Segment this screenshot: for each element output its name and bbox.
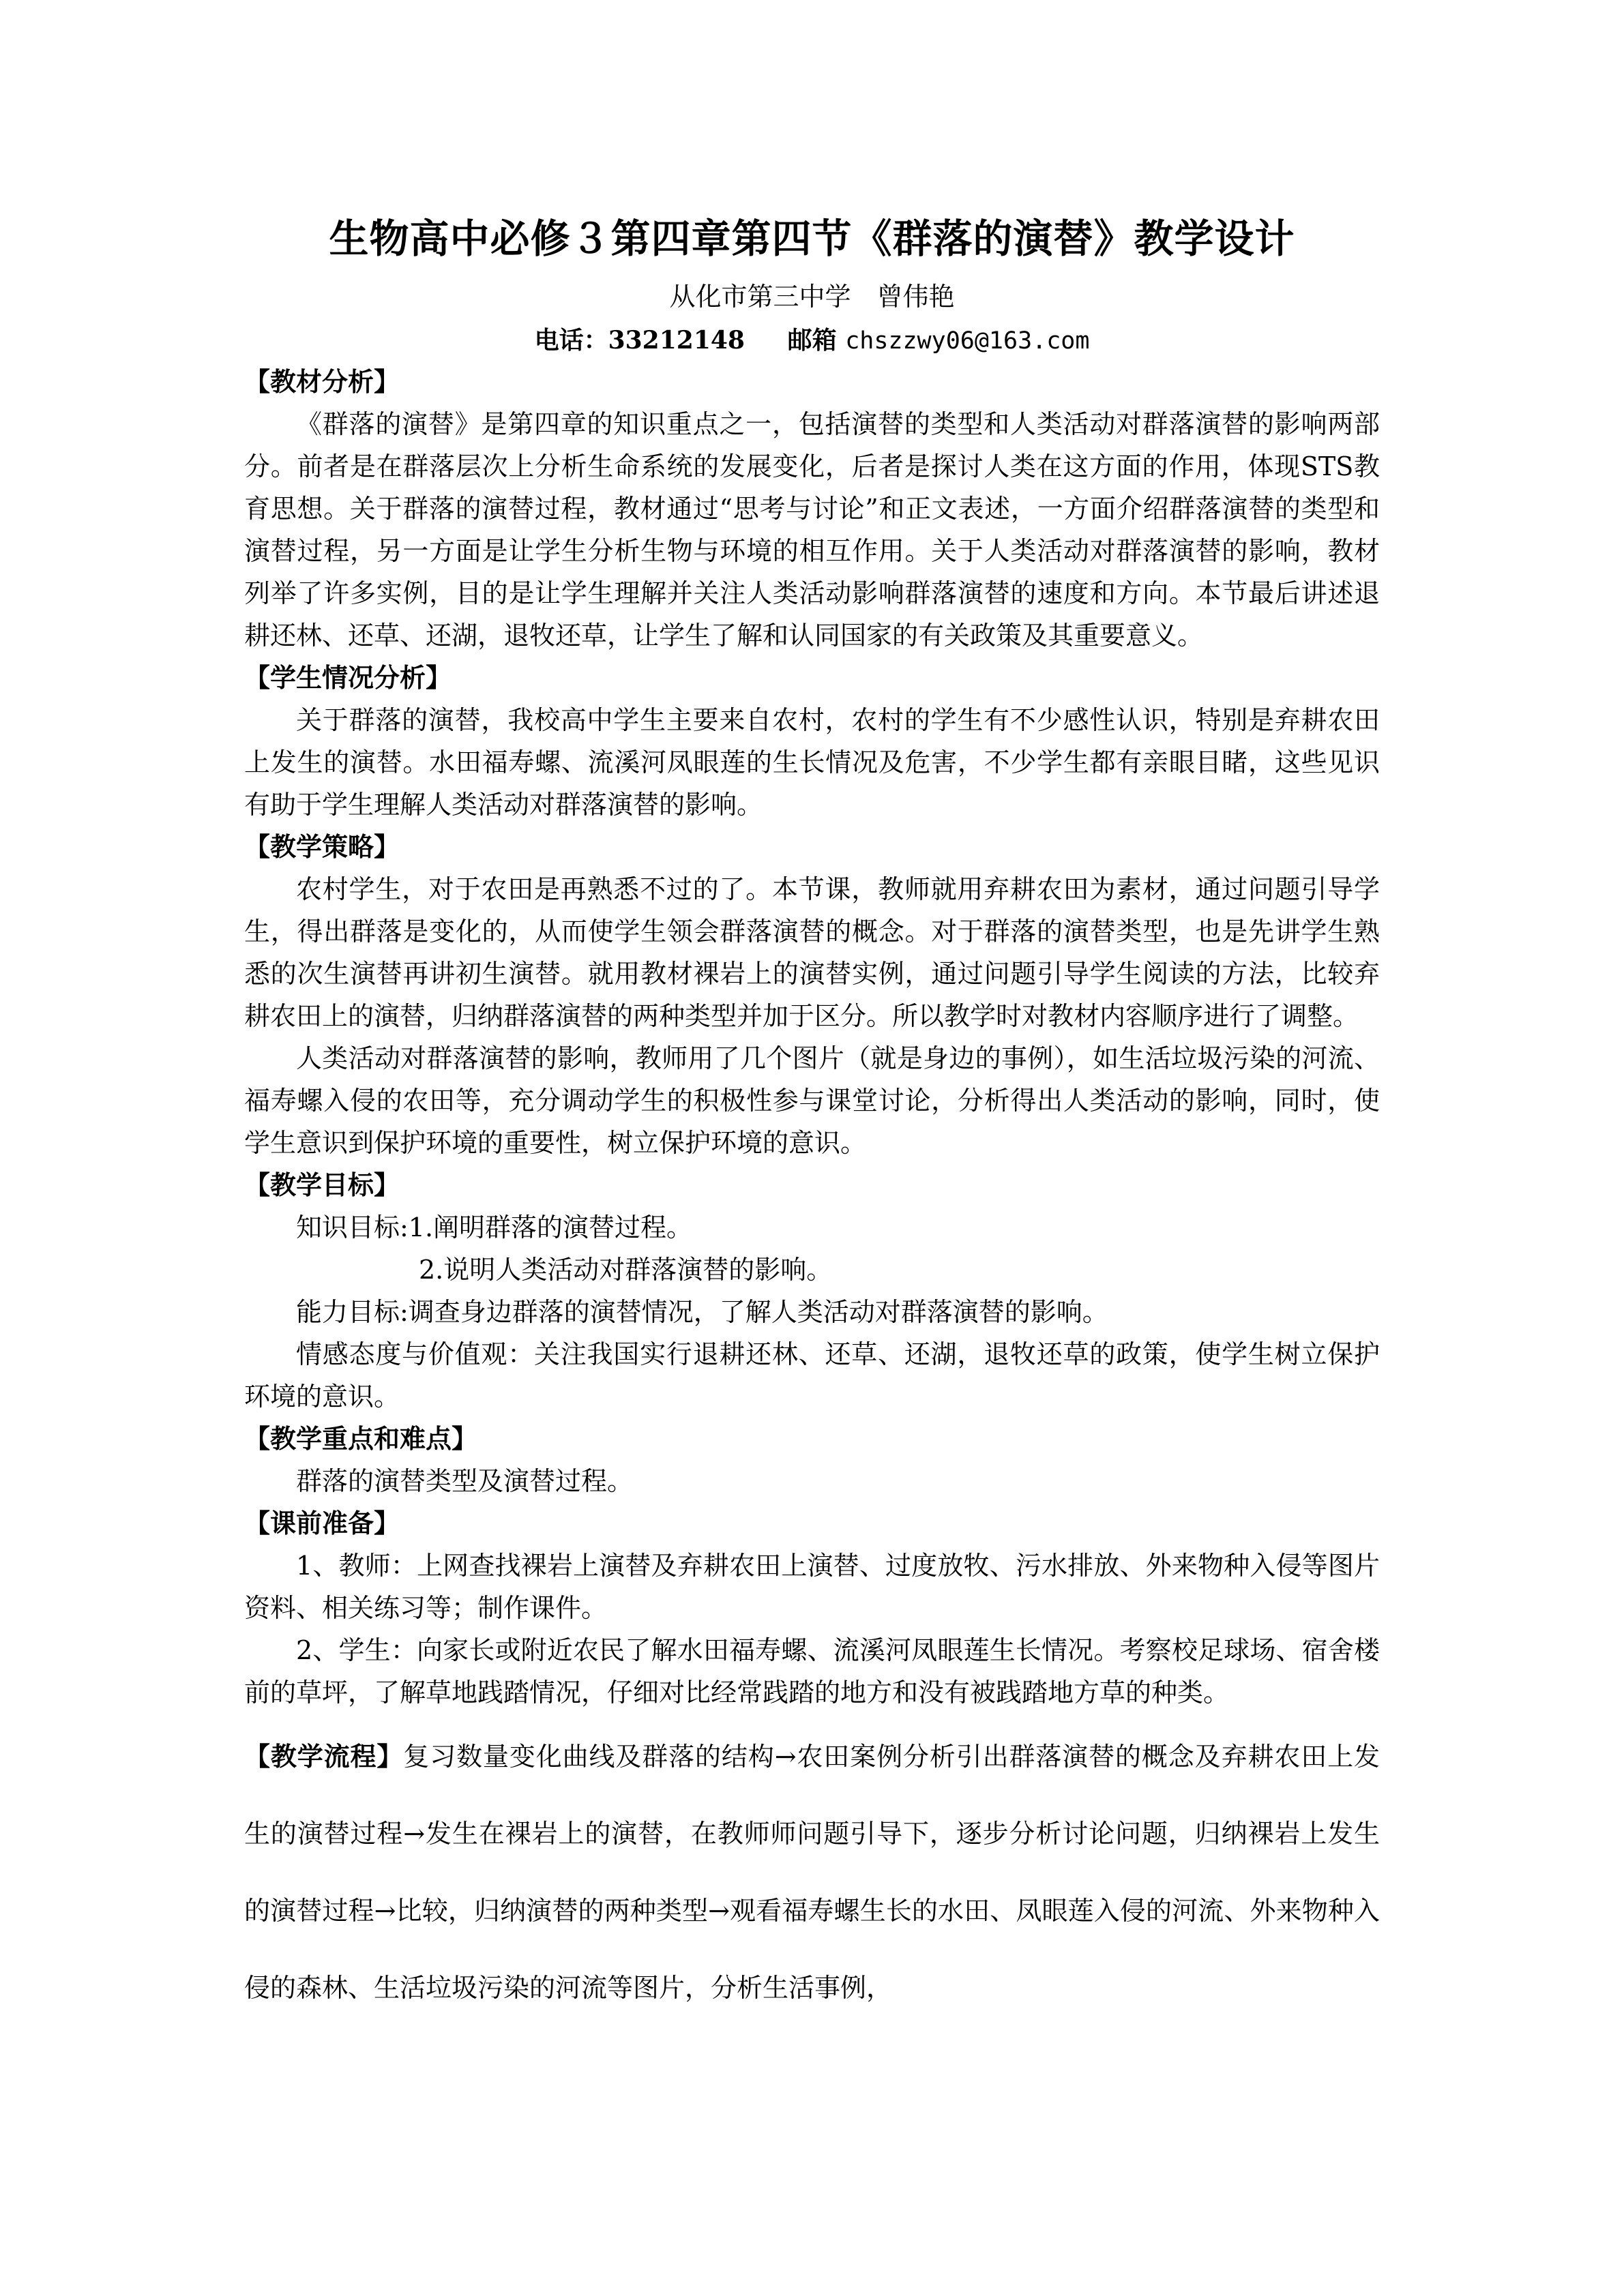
section-heading-prep: 【课前准备】 [244,1508,400,1538]
email-label: 邮箱 [787,326,837,355]
focus-text: 群落的演替类型及演替过程。 [296,1466,634,1496]
section-heading-focus: 【教学重点和难点】 [244,1423,478,1454]
email-address: chszzwy06@163.com [845,327,1090,355]
prep-teacher: 1、教师：上网查找裸岩上演替及弃耕农田上演替、过度放牧、污水排放、外来物种入侵等图片资料、相关练习等；制作课件。 [244,1551,1380,1623]
phone-label: 电话： [534,326,608,355]
goal-emotion: 情感态度与价值观：关注我国实行退耕还林、还草、还湖，退牧还草的政策，使学生树立保护环境的意识。 [244,1339,1380,1412]
goal-ability: 能力目标:调查身边群落的演替情况，了解人类活动对群落演替的影响。 [296,1297,1108,1327]
author-line: 从化市第三中学 曾伟艳 [669,282,955,312]
section-heading-flow: 【教学流程】 [244,1741,404,1772]
section-heading-textbook: 【教材分析】 [244,366,400,397]
goal-knowledge-2: 2.说明人类活动对群落演替的影响。 [419,1255,833,1285]
teaching-flow [244,1718,1380,2027]
document-body [244,205,1380,2027]
goal-knowledge-1: 知识目标:1.阐明群落的演替过程。 [296,1212,693,1242]
section-heading-students: 【学生情况分析】 [244,662,452,693]
phone-number: 33212148 [608,326,745,355]
document-title: 生物高中必修３第四章第四节《群落的演替》教学设计 [329,215,1295,262]
flow-text: 复习数量变化曲线及群落的结构→农田案例分析引出群落演替的概念及弃耕农田上发生的演替过程→发生在裸岩上的演替，在教师师问题引导下，逐步分析讨论问题，归纳裸岩上发生的演替过程→比较，归纳演替的两种类型→观看福寿螺生长的水田、凤眼莲入侵的河流、外来物种入侵的森林、生活垃圾污染的河流等图片，分析生活事例， [244,1742,1380,2003]
contact-line [244,320,1380,361]
textbook-paragraph: 《群落的演替》是第四章的知识重点之一，包括演替的类型和人类活动对群落演替的影响两部分。前者是在群落层次上分析生命系统的发展变化，后者是探讨人类在这方面的作用，体现STS教育思想。关于群落的演替过程，教材通过“思考与讨论”和正文表述，一方面介绍群落演替的类型和演替过程，另一方面是让学生分析生物与环境的相互作用。关于人类活动对群落演替的影响，教材列举了许多实例，目的是让学生理解并关注人类活动影响群落演替的速度和方向。本节最后讲述退耕还林、还草、还湖，退牧还草，让学生了解和认同国家的有关政策及其重要意义。 [244,409,1380,651]
prep-students: 2、学生：向家长或附近农民了解水田福寿螺、流溪河凤眼莲生长情况。考察校足球场、宿舍楼前的草坪，了解草地践踏情况，仔细对比经常践踏的地方和没有被践踏地方草的种类。 [244,1635,1380,1708]
strategy-paragraph-1: 农村学生，对于农田是再熟悉不过的了。本节课，教师就用弃耕农田为素材，通过问题引导学生，得出群落是变化的，从而使学生领会群落演替的概念。对于群落的演替类型，也是先讲学生熟悉的次生演替再讲初生演替。就用教材裸岩上的演替实例，通过问题引导学生阅读的方法，比较弃耕农田上的演替，归纳群落演替的两种类型并加于区分。所以教学时对教材内容顺序进行了调整。 [244,874,1380,1031]
students-paragraph: 关于群落的演替，我校高中学生主要来自农村，农村的学生有不少感性认识，特别是弃耕农田上发生的演替。水田福寿螺、流溪河凤眼莲的生长情况及危害，不少学生都有亲眼目睹，这些见识有助于学生理解人类活动对群落演替的影响。 [244,705,1380,820]
section-heading-goals: 【教学目标】 [244,1169,400,1200]
strategy-paragraph-2: 人类活动对群落演替的影响，教师用了几个图片（就是身边的事例），如生活垃圾污染的河流、福寿螺入侵的农田等，充分调动学生的积极性参与课堂讨论，分析得出人类活动的影响，同时，使学生意识到保护环境的重要性，树立保护环境的意识。 [244,1043,1380,1158]
section-heading-strategy: 【教学策略】 [244,831,400,862]
